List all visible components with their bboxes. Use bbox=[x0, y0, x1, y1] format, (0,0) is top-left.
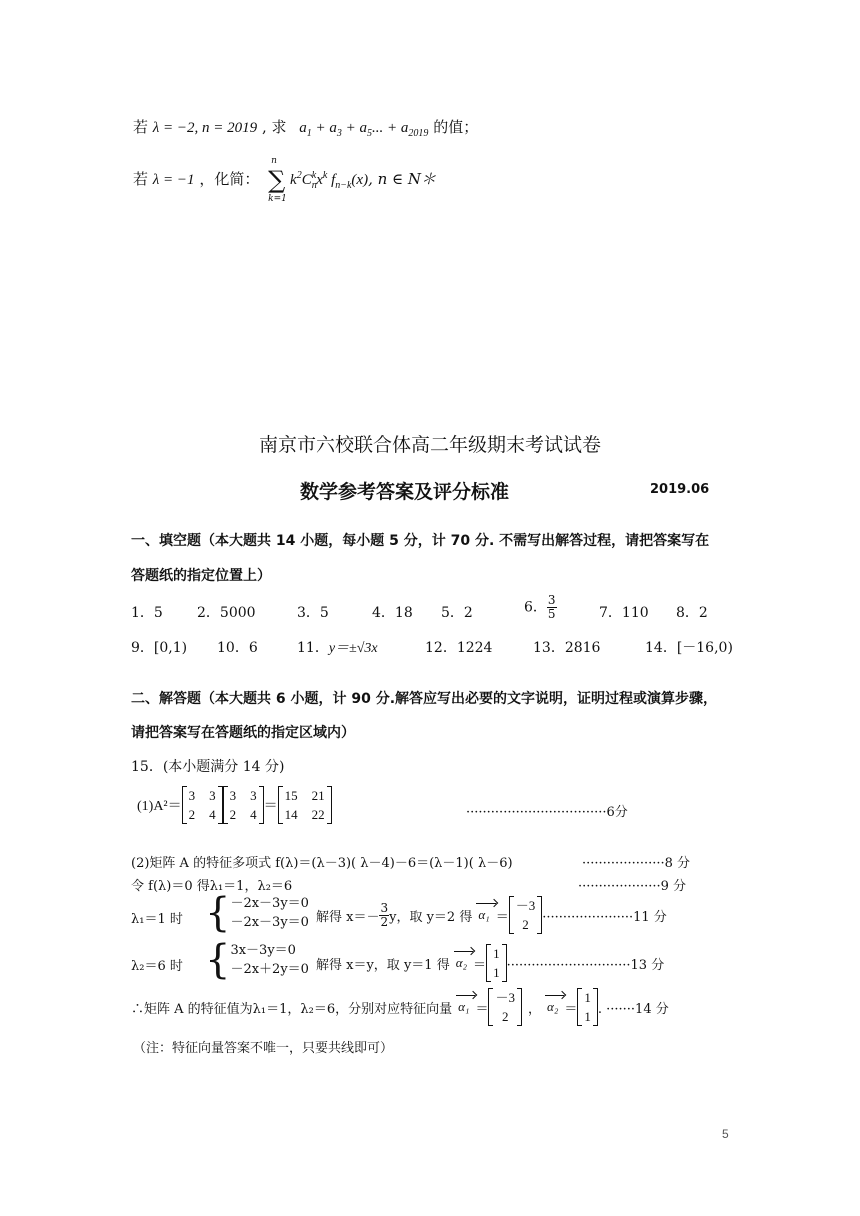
case1-solve-a: 解得 x＝－ bbox=[316, 909, 380, 925]
answer-10: 10．6 bbox=[217, 640, 258, 656]
matrix-a-right bbox=[223, 786, 264, 824]
section2-heading-line2: 请把答案写在答题纸的指定区域内） bbox=[131, 725, 355, 741]
m-cell: 4 bbox=[250, 807, 257, 822]
answer-7: 7．110 bbox=[599, 605, 649, 621]
alpha1-vector-symbol: α₁ bbox=[458, 999, 470, 1014]
score-14: . ·······14 分 bbox=[597, 1001, 669, 1017]
answer-5: 5．2 bbox=[441, 605, 473, 621]
case1-fraction bbox=[379, 902, 389, 929]
v-cell: 1 bbox=[584, 990, 591, 1005]
answer-3: 3．5 bbox=[297, 605, 329, 621]
matrix-a-left bbox=[182, 786, 223, 824]
case1-solution bbox=[316, 896, 667, 934]
answer-12: 12．1224 bbox=[425, 640, 493, 656]
score-6: ··································6分 bbox=[466, 805, 628, 820]
line1-suffix: 的值； bbox=[433, 118, 479, 136]
conclusion-vector-2 bbox=[577, 988, 598, 1026]
part2-line1: (2)矩阵 A 的特征多项式 f(λ)＝(λ－3)( λ－4)－6＝(λ－1)( λ－6) bbox=[131, 856, 513, 871]
case1-eq1: －2x－3y＝0 bbox=[230, 896, 309, 911]
answer-6 bbox=[524, 594, 557, 621]
left-brace-icon: { bbox=[205, 937, 231, 983]
frac6-den: 5 bbox=[547, 607, 556, 621]
question-15-header: 15．(本小题满分 14 分) bbox=[131, 759, 285, 775]
page-title: 南京市六校联合体高二年级期末考试试卷 bbox=[258, 434, 601, 456]
equals-sign: ＝ bbox=[495, 909, 509, 925]
v-cell: －3 bbox=[515, 898, 536, 913]
problem-line-2 bbox=[133, 156, 437, 204]
exam-date: 2019.06 bbox=[650, 482, 710, 497]
case2-solution bbox=[316, 944, 664, 982]
case2-eq2: －2x＋2y＝0 bbox=[230, 962, 309, 977]
case1-system bbox=[205, 890, 309, 936]
m-cell: 2 bbox=[229, 807, 237, 822]
m-cell: 3 bbox=[188, 788, 196, 803]
alpha1-vector-symbol: α₁ bbox=[478, 907, 490, 922]
equals-sign: ＝ bbox=[473, 957, 487, 973]
alpha2-vector-symbol: α₂ bbox=[455, 955, 468, 970]
case1-solve-b: y，取 y＝2 得 bbox=[389, 909, 473, 925]
m-cell: 14 bbox=[284, 807, 298, 822]
m-cell: 21 bbox=[311, 788, 325, 803]
alpha2-vector-symbol: α₂ bbox=[547, 999, 559, 1014]
page-subtitle: 数学参考答案及评分标准 bbox=[300, 481, 510, 503]
comma: ， bbox=[527, 1001, 541, 1017]
line1-ask: , 求 bbox=[261, 118, 287, 136]
line2-tail: , n ∈ N＊ bbox=[368, 170, 437, 188]
frac6-num: 3 bbox=[547, 593, 556, 607]
case1-frac-den: 2 bbox=[380, 914, 389, 929]
score-9: ····················9 分 bbox=[578, 879, 687, 894]
m-cell: 15 bbox=[284, 788, 298, 803]
answer-6-fraction bbox=[547, 594, 557, 621]
answer-13: 13．2816 bbox=[533, 640, 601, 656]
answer-14: 14．[－16,0) bbox=[645, 640, 733, 656]
answer-11-value: y＝±√3x bbox=[328, 641, 378, 656]
equals-sign: ＝ bbox=[564, 1001, 578, 1017]
summation-expression: n ∑ k=1 bbox=[268, 156, 287, 204]
problem-line-1 bbox=[133, 116, 478, 139]
conclusion-text: ∴矩阵 A 的特征值为λ₁＝1，λ₂＝6，分别对应特征向量 bbox=[131, 1001, 453, 1017]
score-8: ····················8 分 bbox=[582, 856, 691, 871]
case1-label: λ₁＝1 时 bbox=[131, 912, 183, 927]
line2-prefix: 若 bbox=[133, 170, 149, 188]
m-cell: 22 bbox=[311, 807, 325, 822]
m-cell: 2 bbox=[188, 807, 196, 822]
answer-2: 2．5000 bbox=[197, 605, 256, 621]
answer-8: 8．2 bbox=[676, 605, 708, 621]
line1-prefix: 若 bbox=[133, 118, 149, 136]
page-number: 5 bbox=[722, 1127, 729, 1141]
part1-label: (1)A²＝ bbox=[137, 799, 182, 814]
answer-11-label: 11． bbox=[297, 640, 329, 656]
section2-heading-line1: 二、解答题（本大题共 6 小题，计 90 分.解答应写出必要的文字说明，证明过程或演算步骤， bbox=[131, 691, 718, 707]
v-cell: 1 bbox=[584, 1009, 591, 1024]
note: （注：特征向量答案不唯一，只要共线即可） bbox=[133, 1041, 394, 1056]
v-cell: 2 bbox=[522, 917, 529, 932]
case1-eq2: －2x－3y＝0 bbox=[230, 915, 309, 930]
summand: $k^2C_n^kx^k$ $f_{n-k}(x)$ bbox=[290, 170, 369, 191]
answers-row-1 bbox=[131, 593, 731, 626]
v-cell: －3 bbox=[495, 990, 515, 1005]
v-cell: 1 bbox=[493, 946, 500, 961]
eigenvector-2 bbox=[486, 944, 507, 982]
case2-label: λ₂＝6 时 bbox=[131, 959, 183, 974]
line1-condition: λ = −2, n = 2019 bbox=[152, 120, 258, 136]
section1-heading-line2: 答题纸的指定位置上） bbox=[131, 568, 271, 584]
m-cell: 3 bbox=[209, 788, 216, 803]
case2-solve: 解得 x＝y，取 y＝1 得 bbox=[316, 957, 450, 973]
answer-9: 9．[0,1) bbox=[131, 640, 188, 656]
part1-equation bbox=[137, 786, 332, 824]
line2-condition: λ = −1 bbox=[152, 172, 195, 188]
case2-system bbox=[205, 937, 309, 983]
matrix-result bbox=[278, 786, 332, 824]
part2-line2: 令 f(λ)＝0 得λ₁＝1，λ₂＝6 bbox=[131, 879, 293, 894]
answer-6-label: 6． bbox=[524, 599, 547, 616]
line2-ask: ，化简： bbox=[199, 170, 260, 188]
case1-frac-num: 3 bbox=[380, 900, 389, 915]
section1-heading-line1: 一、填空题（本大题共 14 小题，每小题 5 分，计 70 分. 不需写出解答过程，请把答案写在 bbox=[131, 533, 710, 549]
conclusion-vector-1 bbox=[488, 988, 522, 1026]
m-cell: 4 bbox=[209, 807, 216, 822]
m-cell: 3 bbox=[229, 788, 237, 803]
answer-4: 4．18 bbox=[372, 605, 413, 621]
equals-sign: ＝ bbox=[475, 1001, 489, 1017]
v-cell: 2 bbox=[501, 1009, 509, 1024]
left-brace-icon: { bbox=[205, 890, 231, 936]
conclusion-line bbox=[131, 988, 669, 1026]
odd-term-sum: $a_1 + a_3 + a_5$... + $a_{2019}$ bbox=[299, 120, 429, 139]
answer-1: 1．5 bbox=[131, 605, 163, 621]
answer-11 bbox=[297, 637, 378, 657]
equals-sign: ＝ bbox=[263, 798, 278, 814]
v-cell: 1 bbox=[493, 965, 500, 980]
eigenvector-1 bbox=[509, 896, 543, 934]
case2-eq1: 3x－3y＝0 bbox=[230, 943, 296, 958]
score-13: ······························13 分 bbox=[506, 957, 665, 973]
score-11: ······················11 分 bbox=[542, 909, 667, 925]
answers-row-2 bbox=[131, 637, 731, 661]
m-cell: 3 bbox=[250, 788, 257, 803]
